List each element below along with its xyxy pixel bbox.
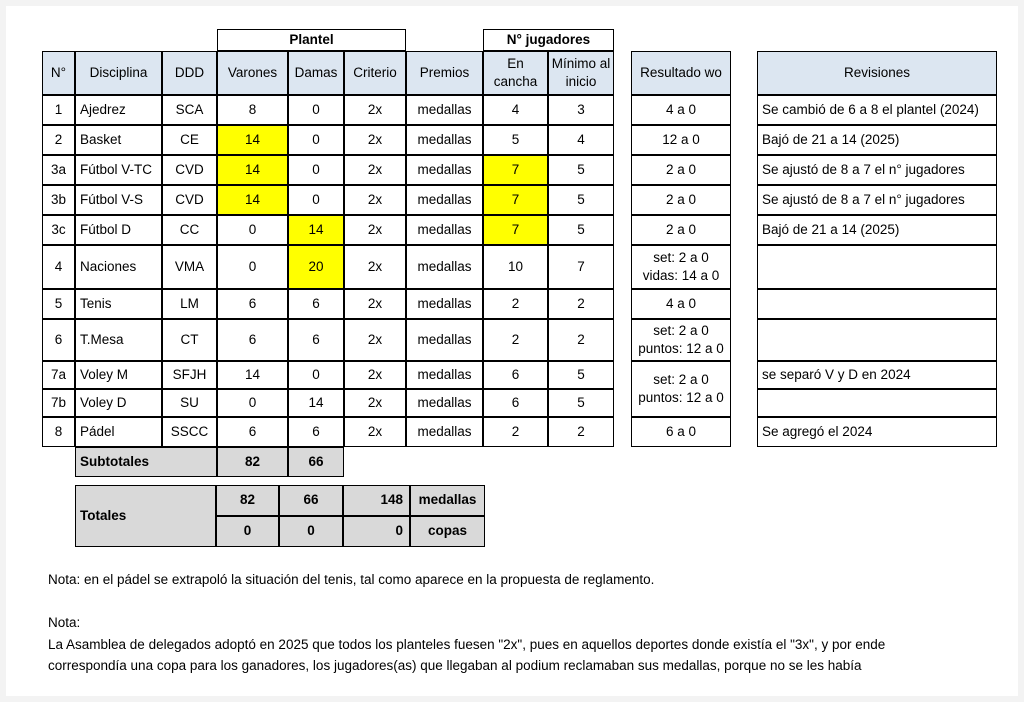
revision-cell <box>757 289 997 319</box>
cell-criterio: 2x <box>344 319 406 361</box>
cell-en-cancha: 4 <box>483 95 548 125</box>
cell-criterio: 2x <box>344 95 406 125</box>
cell-n: 7b <box>42 389 75 417</box>
resultado-cell: 4 a 0 <box>631 95 731 125</box>
cell-minimo-al-inicio: 2 <box>548 417 614 447</box>
cell-premios: medallas <box>406 417 483 447</box>
resultado-wo-table <box>631 51 731 445</box>
cell-ddd: SU <box>162 389 217 417</box>
revision-cell: Bajó de 21 a 14 (2025) <box>757 215 997 245</box>
cell-en-cancha: 5 <box>483 125 548 155</box>
cell-damas: 20 <box>288 245 344 289</box>
revisiones-table <box>757 51 997 445</box>
cell-premios: medallas <box>406 125 483 155</box>
cell-n: 3a <box>42 155 75 185</box>
resultado-cell: 2 a 0 <box>631 155 731 185</box>
cell-ddd: CT <box>162 319 217 361</box>
cell-damas: 0 <box>288 125 344 155</box>
cell-en-cancha: 7 <box>483 155 548 185</box>
cell-disciplina: Fútbol V-S <box>75 185 162 215</box>
revision-cell <box>757 319 997 361</box>
cell-varones: 8 <box>217 95 288 125</box>
resultado-wo-header: Resultado wo <box>631 51 731 95</box>
cell-premios: medallas <box>406 185 483 215</box>
plantel-group-header: Plantel <box>217 29 406 51</box>
main-table <box>42 29 614 473</box>
resultado-cell: 4 a 0 <box>631 289 731 319</box>
cell-ddd: CVD <box>162 155 217 185</box>
cell-varones: 6 <box>217 319 288 361</box>
cell-criterio: 2x <box>344 185 406 215</box>
cell-ddd: SFJH <box>162 361 217 389</box>
col-header-disciplina: Disciplina <box>75 51 162 95</box>
cell-varones: 0 <box>217 245 288 289</box>
cell-premios: medallas <box>406 289 483 319</box>
total-tipo: medallas <box>410 485 485 516</box>
cell-damas: 6 <box>288 417 344 447</box>
resultado-cell: set: 2 a 0 puntos: 12 a 0 <box>631 319 731 361</box>
col-header-ddd: DDD <box>162 51 217 95</box>
cell-disciplina: Naciones <box>75 245 162 289</box>
cell-n: 8 <box>42 417 75 447</box>
cell-n: 2 <box>42 125 75 155</box>
cell-en-cancha: 2 <box>483 417 548 447</box>
col-header-en-cancha: En cancha <box>483 51 548 95</box>
col-header-n: N° <box>42 51 75 95</box>
total-damas: 66 <box>279 485 343 516</box>
total-varones: 82 <box>216 485 279 516</box>
note-asamblea-line-2: correspondía una copa para los ganadores, los jugadores(as) que llegaban al podium reclamaban sus medallas, porque no se les había <box>48 658 862 673</box>
cell-premios: medallas <box>406 389 483 417</box>
col-header-minimo-al-inicio: Mínimo al inicio <box>548 51 614 95</box>
cell-damas: 14 <box>288 389 344 417</box>
cell-minimo-al-inicio: 5 <box>548 389 614 417</box>
subtotal-damas: 66 <box>288 447 344 477</box>
cell-en-cancha: 7 <box>483 185 548 215</box>
total-varones: 0 <box>216 516 279 547</box>
cell-varones: 0 <box>217 215 288 245</box>
cell-n: 1 <box>42 95 75 125</box>
cell-disciplina: Pádel <box>75 417 162 447</box>
note-asamblea-line-1: La Asamblea de delegados adoptó en 2025 que todos los planteles fuesen "2x", pues en aquellos deportes donde existía el "3x", y por ende <box>48 637 886 652</box>
cell-ddd: CC <box>162 215 217 245</box>
cell-en-cancha: 6 <box>483 361 548 389</box>
revision-cell <box>757 389 997 417</box>
col-header-varones: Varones <box>217 51 288 95</box>
note-title: Nota: <box>48 615 81 630</box>
cell-disciplina: Tenis <box>75 289 162 319</box>
cell-criterio: 2x <box>344 417 406 447</box>
cell-premios: medallas <box>406 215 483 245</box>
totals-table <box>75 485 485 547</box>
cell-n: 5 <box>42 289 75 319</box>
cell-damas: 0 <box>288 155 344 185</box>
cell-criterio: 2x <box>344 289 406 319</box>
cell-premios: medallas <box>406 319 483 361</box>
resultado-cell: set: 2 a 0 vidas: 14 a 0 <box>631 245 731 289</box>
cell-disciplina: T.Mesa <box>75 319 162 361</box>
cell-disciplina: Basket <box>75 125 162 155</box>
total-sum: 148 <box>343 485 410 516</box>
cell-disciplina: Fútbol V-TC <box>75 155 162 185</box>
cell-ddd: CVD <box>162 185 217 215</box>
revision-cell: Se cambió de 6 a 8 el plantel (2024) <box>757 95 997 125</box>
cell-n: 6 <box>42 319 75 361</box>
cell-damas: 0 <box>288 185 344 215</box>
col-header-criterio: Criterio <box>344 51 406 95</box>
cell-damas: 0 <box>288 95 344 125</box>
cell-en-cancha: 2 <box>483 319 548 361</box>
cell-minimo-al-inicio: 4 <box>548 125 614 155</box>
cell-en-cancha: 7 <box>483 215 548 245</box>
cell-criterio: 2x <box>344 125 406 155</box>
cell-premios: medallas <box>406 361 483 389</box>
revision-cell: Se ajustó de 8 a 7 el n° jugadores <box>757 185 997 215</box>
revision-cell: Bajó de 21 a 14 (2025) <box>757 125 997 155</box>
cell-minimo-al-inicio: 5 <box>548 361 614 389</box>
col-header-damas: Damas <box>288 51 344 95</box>
cell-en-cancha: 2 <box>483 289 548 319</box>
total-damas: 0 <box>279 516 343 547</box>
cell-minimo-al-inicio: 7 <box>548 245 614 289</box>
total-tipo: copas <box>410 516 485 547</box>
cell-varones: 14 <box>217 155 288 185</box>
cell-varones: 6 <box>217 289 288 319</box>
cell-minimo-al-inicio: 5 <box>548 155 614 185</box>
cell-damas: 6 <box>288 289 344 319</box>
resultado-cell: 2 a 0 <box>631 215 731 245</box>
subtotal-varones: 82 <box>217 447 288 477</box>
cell-ddd: SCA <box>162 95 217 125</box>
cell-damas: 6 <box>288 319 344 361</box>
note-padel: Nota: en el pádel se extrapoló la situación del tenis, tal como aparece en la propuesta de reglamento. <box>48 572 655 587</box>
cell-varones: 6 <box>217 417 288 447</box>
cell-ddd: SSCC <box>162 417 217 447</box>
resultado-cell: 6 a 0 <box>631 417 731 447</box>
cell-disciplina: Ajedrez <box>75 95 162 125</box>
revision-cell: Se ajustó de 8 a 7 el n° jugadores <box>757 155 997 185</box>
cell-disciplina: Fútbol D <box>75 215 162 245</box>
cell-premios: medallas <box>406 245 483 289</box>
cell-disciplina: Voley D <box>75 389 162 417</box>
cell-ddd: VMA <box>162 245 217 289</box>
cell-minimo-al-inicio: 2 <box>548 289 614 319</box>
revision-cell <box>757 245 997 289</box>
cell-minimo-al-inicio: 2 <box>548 319 614 361</box>
cell-minimo-al-inicio: 5 <box>548 185 614 215</box>
totales-label: Totales <box>75 485 216 547</box>
jugadores-group-header: N° jugadores <box>483 29 614 51</box>
cell-varones: 0 <box>217 389 288 417</box>
cell-varones: 14 <box>217 185 288 215</box>
revision-cell: se separó V y D en 2024 <box>757 361 997 389</box>
cell-n: 3b <box>42 185 75 215</box>
total-sum: 0 <box>343 516 410 547</box>
cell-n: 7a <box>42 361 75 389</box>
col-header-premios: Premios <box>406 51 483 95</box>
resultado-cell: 2 a 0 <box>631 185 731 215</box>
cell-n: 4 <box>42 245 75 289</box>
cell-ddd: LM <box>162 289 217 319</box>
cell-n: 3c <box>42 215 75 245</box>
resultado-cell: set: 2 a 0 puntos: 12 a 0 <box>631 361 731 417</box>
cell-en-cancha: 10 <box>483 245 548 289</box>
cell-en-cancha: 6 <box>483 389 548 417</box>
cell-criterio: 2x <box>344 389 406 417</box>
cell-criterio: 2x <box>344 245 406 289</box>
resultado-cell: 12 a 0 <box>631 125 731 155</box>
cell-ddd: CE <box>162 125 217 155</box>
cell-premios: medallas <box>406 155 483 185</box>
cell-premios: medallas <box>406 95 483 125</box>
revision-cell: Se agregó el 2024 <box>757 417 997 447</box>
cell-damas: 14 <box>288 215 344 245</box>
cell-criterio: 2x <box>344 155 406 185</box>
cell-criterio: 2x <box>344 361 406 389</box>
revisiones-header: Revisiones <box>757 51 997 95</box>
cell-minimo-al-inicio: 3 <box>548 95 614 125</box>
cell-varones: 14 <box>217 361 288 389</box>
cell-criterio: 2x <box>344 215 406 245</box>
cell-damas: 0 <box>288 361 344 389</box>
cell-disciplina: Voley M <box>75 361 162 389</box>
cell-minimo-al-inicio: 5 <box>548 215 614 245</box>
cell-varones: 14 <box>217 125 288 155</box>
subtotales-label: Subtotales <box>75 447 217 477</box>
